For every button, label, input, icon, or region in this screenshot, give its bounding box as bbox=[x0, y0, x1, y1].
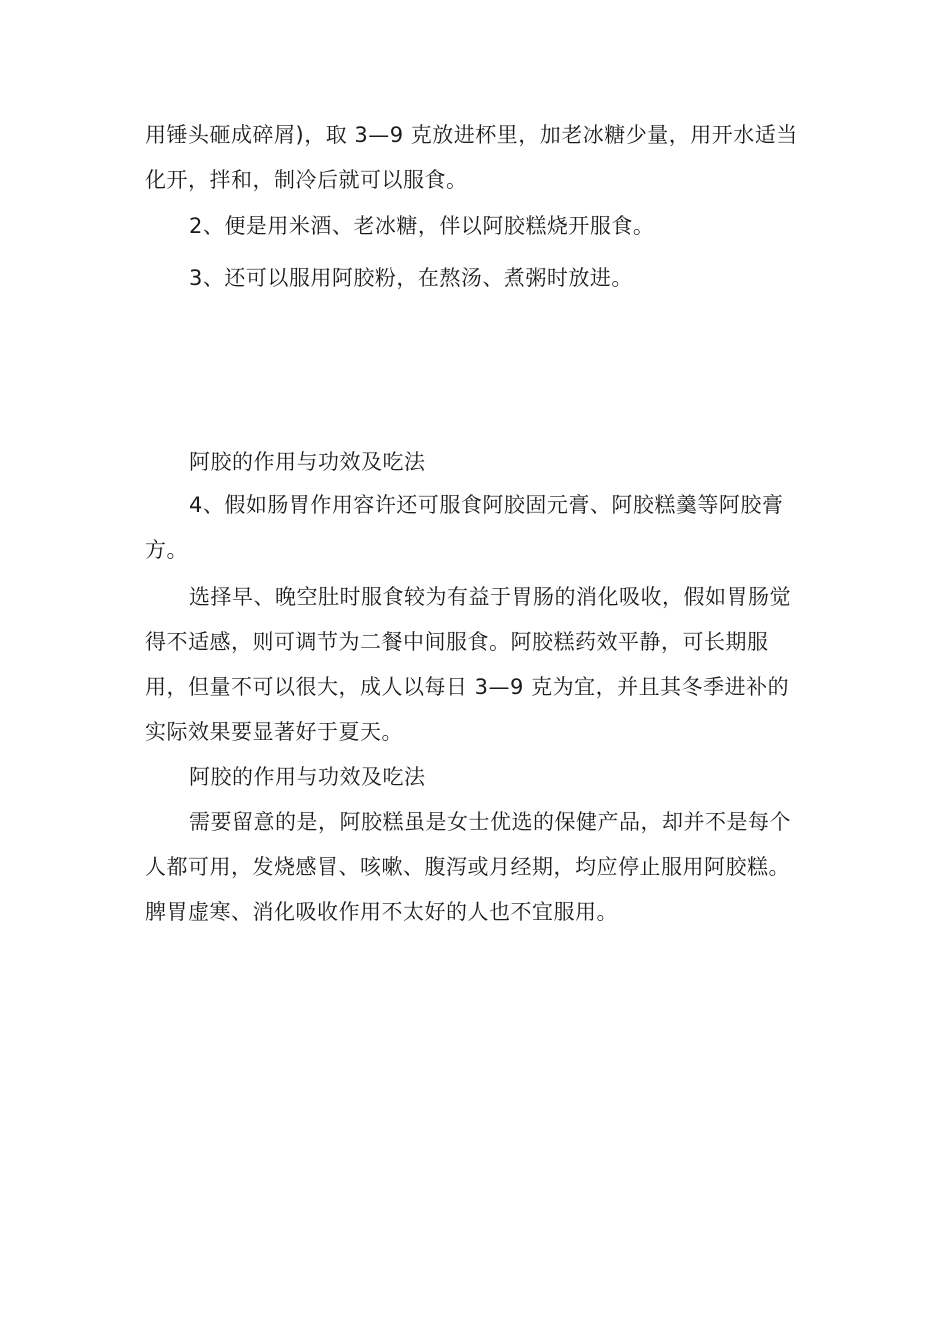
section-heading-repeat: 阿胶的作用与功效及吃法 bbox=[189, 765, 426, 789]
paragraph-method-4: 4、假如肠胃作用容许还可服食阿胶固元膏、阿胶糕羹等阿胶膏方。 bbox=[145, 493, 784, 562]
paragraph-precautions: 需要留意的是，阿胶糕虽是女士优选的保健产品，却并不是每个人都可用，发烧感冒、咳嗽、腹泻或月经期，均应停止服用阿胶糕。脾胃虚寒、消化吸收作用不太好的人也不宜服用。 bbox=[145, 810, 791, 924]
paragraph-timing: 选择早、晚空肚时服食较为有益于胃肠的消化吸收，假如胃肠觉得不适感，则可调节为二餐中间服食。阿胶糕药效平静，可长期服用，但量不可以很大，成人以每日 3—9 克为宜，并且其冬季进补的实际效果要显著好于夏天。 bbox=[145, 585, 791, 744]
paragraph-method-3: 3、还可以服用阿胶粉，在熬汤、煮粥时放进。 bbox=[189, 266, 633, 290]
section-heading: 阿胶的作用与功效及吃法 bbox=[189, 450, 426, 474]
paragraph-method-2: 2、便是用米酒、老冰糖，伴以阿胶糕烧开服食。 bbox=[189, 214, 655, 238]
paragraph-continuation: 用锤头砸成碎屑)，取 3—9 克放进杯里，加老冰糖少量，用开水适当化开，拌和，制冷后就可以服食。 bbox=[145, 123, 798, 192]
